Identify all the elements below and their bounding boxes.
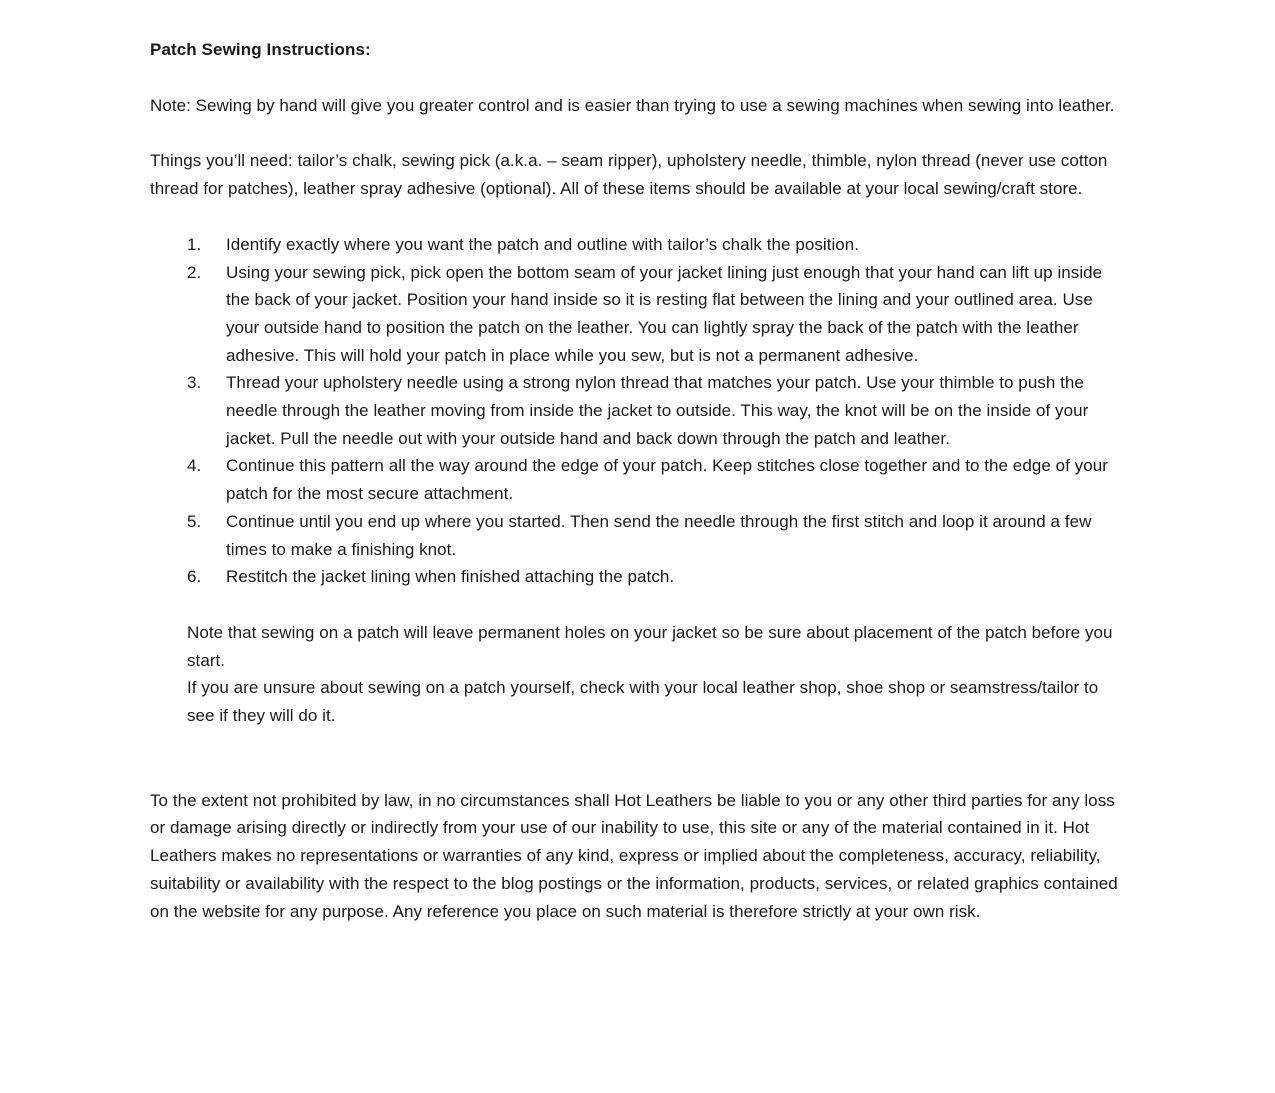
step-item-2 (187, 259, 1127, 370)
unsure-note: If you are unsure about sewing on a patch yourself, check with your local leather shop, shoe shop or seamstress/tailor to see if they will do it. (187, 678, 1099, 726)
closing-notes (187, 619, 1127, 730)
page-title: Patch Sewing Instructions: (150, 40, 371, 59)
step-number: 1. (187, 234, 202, 254)
legal-disclaimer: To the extent not prohibited by law, in no circumstances shall Hot Leathers be liable to you or any other third parties for any loss or damage arising directly or indirectly from your use of our inability to use, this site or any of the material contained in it. Hot Leathers makes no representations or warranties of any kind, express or implied about the completeness, accuracy, reliability, suitability or availability with the respect to the blog postings or the information, products, services, or related graphics contained on the website for any purpose. Any reference you place on such material is therefore strictly at your own risk. (150, 790, 1118, 921)
step-item-1 (187, 231, 1127, 259)
step-number: 4. (187, 456, 202, 476)
step-number: 5. (187, 511, 202, 531)
note-paragraph: Note: Sewing by hand will give you greater control and is easier than trying to use a sewing machines when sewing into leather. (150, 95, 1115, 115)
step-item-6 (187, 563, 1127, 591)
steps-list (187, 231, 1127, 591)
step-text: Restitch the jacket lining when finished attaching the patch. (226, 567, 675, 587)
things-needed-paragraph: Things you’ll need: tailor’s chalk, sewing pick (a.k.a. – seam ripper), upholstery needle, thimble, nylon thread (never use cotton thread for patches), leather spray adhesive (optional). All of these items should be available at your local sewing/craft store. (150, 151, 1108, 199)
step-text: Thread your upholstery needle using a strong nylon thread that matches your patch. Use your thimble to push the needle through the leather moving from inside the jacket to outside. This way, the knot will be on the inside of your jacket. Pull the needle out with your outside hand and back down through the patch and leather. (226, 373, 1089, 448)
placement-note: Note that sewing on a patch will leave permanent holes on your jacket so be sure about placement of the patch before you start. (187, 622, 1113, 670)
step-number: 2. (187, 262, 202, 282)
step-text: Using your sewing pick, pick open the bottom seam of your jacket lining just enough that your hand can lift up inside the back of your jacket. Position your hand inside so it is resting flat between the lining and your outlined area. Use your outside hand to position the patch on the leather. You can lightly spray the back of the patch with the leather adhesive. This will hold your patch in place while you sew, but is not a permanent adhesive. (226, 262, 1103, 365)
step-item-3 (187, 369, 1127, 452)
step-text: Continue this pattern all the way around the edge of your patch. Keep stitches close together and to the edge of your patch for the most secure attachment. (226, 456, 1108, 504)
step-text: Identify exactly where you want the patch and outline with tailor’s chalk the position. (226, 234, 860, 254)
step-number: 3. (187, 373, 202, 393)
step-item-4 (187, 452, 1127, 507)
step-item-5 (187, 508, 1127, 563)
step-text: Continue until you end up where you started. Then send the needle through the first stitch and loop it around a few times to make a finishing knot. (226, 511, 1092, 559)
step-number: 6. (187, 567, 202, 587)
